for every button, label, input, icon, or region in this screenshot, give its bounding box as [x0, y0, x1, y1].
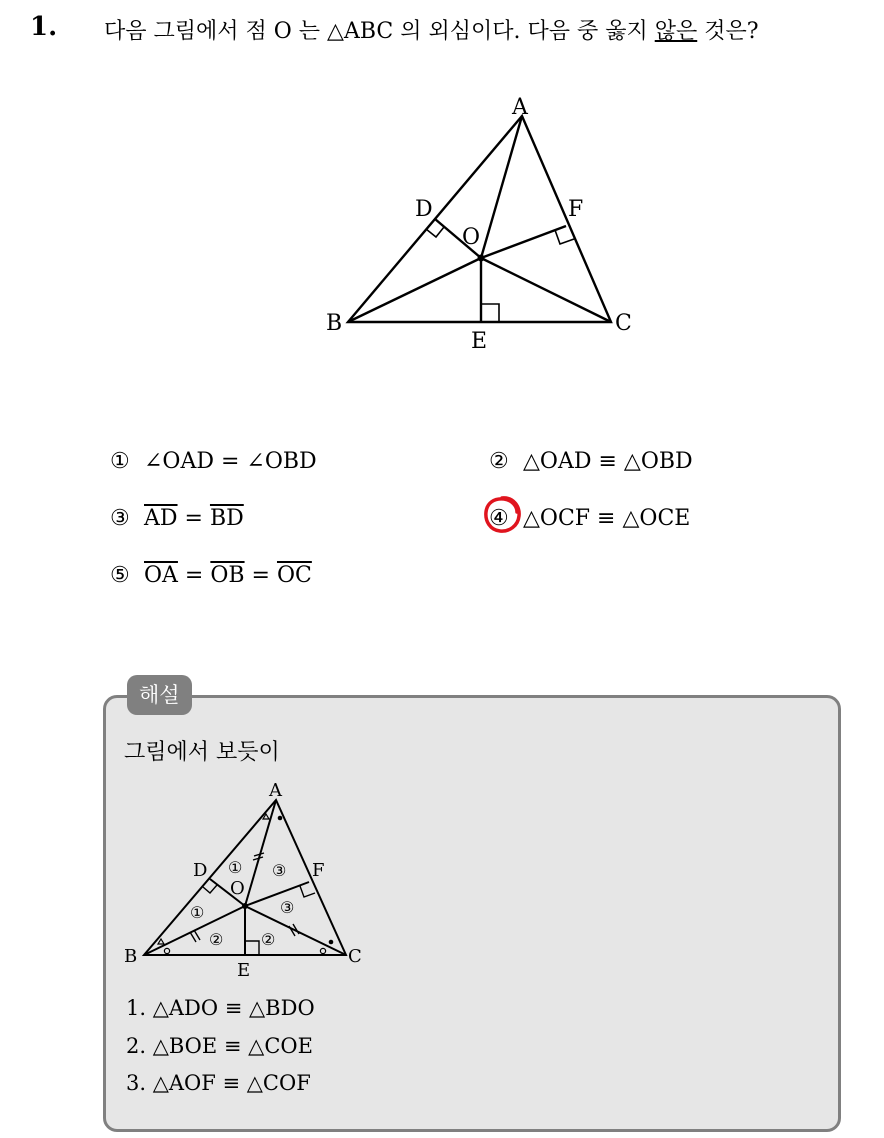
marker-1-left: ① [190, 903, 205, 922]
label-o: O [462, 225, 481, 250]
marker-2-left: ② [209, 930, 224, 949]
question-number: 1. [30, 12, 58, 42]
solution-label-e: E [237, 960, 251, 981]
option-4-lhs: △OCF [523, 506, 591, 531]
option-1-operator: = [214, 449, 247, 474]
option-5[interactable] [110, 563, 312, 588]
option-3-operator: = [177, 506, 210, 531]
option-4-rhs: △OCE [622, 506, 691, 531]
label-a: A [512, 95, 528, 120]
solution-right-angle-d [203, 885, 217, 893]
solution-label-a: A [269, 780, 282, 801]
option-5-term-1: $\overline{OA}$ [144, 563, 178, 588]
option-1-lhs: ∠OAD [144, 449, 214, 474]
label-f: F [568, 197, 584, 222]
option-4-number: ④ [489, 506, 509, 531]
question-text-start: 다음 그림에서 점 O 는 △ABC 의 외심이다. 다음 중 옳지 [104, 19, 655, 44]
solution-label-f: F [312, 860, 325, 881]
option-5-term-2: $\overline{OB}$ [210, 563, 245, 588]
option-2-number: ② [489, 449, 509, 474]
solution-label-d: D [193, 860, 208, 881]
label-b: B [326, 311, 343, 336]
solution-intro: 그림에서 보듯이 [124, 740, 280, 765]
option-5-term-3: $\overline{OC}$ [276, 563, 312, 588]
marker-1-top: ① [228, 858, 243, 877]
solution-segment-oa [245, 800, 276, 906]
option-5-number: ⑤ [110, 563, 130, 588]
solution-segment-of [245, 882, 309, 906]
solution-right-angle-f [300, 886, 315, 897]
option-1[interactable] [110, 449, 317, 474]
option-2[interactable] [489, 449, 693, 474]
right-angle-d [426, 227, 444, 237]
option-2-lhs: △OAD [523, 449, 592, 474]
segment-oc [481, 258, 611, 322]
option-2-operator: ≡ [591, 449, 624, 474]
solution-right-angle-e [245, 941, 259, 955]
segment-oa [481, 116, 522, 258]
option-2-rhs: △OBD [623, 449, 693, 474]
option-5-operator-1: = [177, 563, 211, 588]
option-3-number: ③ [110, 506, 130, 531]
point-o [478, 255, 485, 262]
solution-line-1: 1. △ADO ≡ △BDO [126, 996, 315, 1020]
dot-angle-c [329, 940, 334, 945]
dot-angle-a [278, 816, 283, 821]
option-5-operator-2: = [244, 563, 277, 588]
question-text-end: 것은? [697, 19, 759, 44]
solution-line-2: 2. △BOE ≡ △COE [126, 1034, 313, 1058]
answer-circle-mark [482, 494, 522, 534]
marker-2-right: ② [261, 930, 276, 949]
triangle-circumcenter-figure [318, 86, 648, 356]
right-angle-e [481, 304, 499, 322]
solution-label-o: O [230, 878, 245, 899]
circle-mark-c [320, 948, 325, 953]
option-1-rhs: ∠OBD [246, 449, 317, 474]
marker-3-right: ③ [280, 898, 295, 917]
segment-of [481, 226, 566, 258]
option-1-number: ① [110, 449, 130, 474]
question-text [104, 14, 759, 45]
solution-tag: 해설 [127, 675, 192, 715]
solution-label-b: B [124, 946, 138, 967]
label-c: C [615, 311, 632, 336]
solution-figure [120, 776, 370, 981]
option-3-lhs: $\overline{AD}$ [144, 506, 178, 531]
marker-3-top: ③ [272, 861, 287, 880]
circle-mark-b [164, 948, 169, 953]
label-e: E [471, 329, 488, 354]
question-underlined-word: 않은 [654, 19, 698, 44]
solution-point-o [242, 903, 248, 909]
option-3[interactable] [110, 506, 244, 531]
label-d: D [415, 197, 433, 222]
option-4-operator: ≡ [590, 506, 623, 531]
triangle-mark-b [158, 939, 164, 944]
option-3-rhs: $\overline{BD}$ [209, 506, 244, 531]
segment-ob [348, 258, 481, 322]
solution-line-3: 3. △AOF ≡ △COF [126, 1071, 311, 1095]
solution-label-c: C [348, 946, 362, 967]
